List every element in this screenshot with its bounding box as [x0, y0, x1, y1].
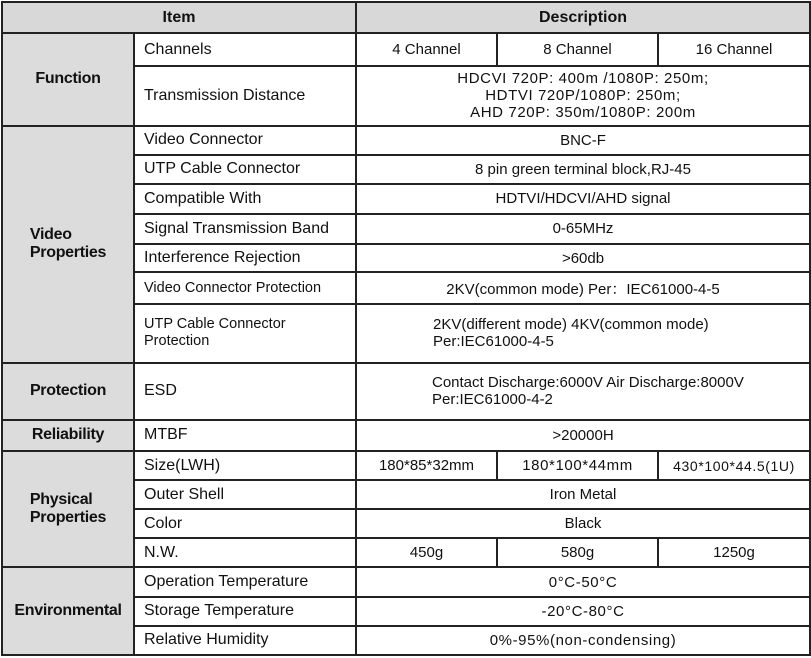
value-video-protection: 2KV(common mode) Per：IEC61000-4-5 [356, 272, 810, 304]
row-label-esd: ESD [134, 363, 356, 420]
value-outer-shell: Iron Metal [356, 480, 810, 509]
row-label-compatible: Compatible With [134, 184, 356, 214]
value-weight-8ch: 580g [497, 538, 658, 567]
value-signal-band: 0-65MHz [356, 214, 810, 244]
table-row [2, 567, 810, 596]
category-environmental: Environmental [2, 567, 134, 655]
value-utp-connector: 8 pin green terminal block,RJ-45 [356, 155, 810, 184]
value-weight-4ch: 450g [356, 538, 497, 567]
category-protection: Protection [2, 363, 134, 420]
header-row [2, 2, 810, 33]
row-label-color: Color [134, 509, 356, 538]
header-item: Item [2, 2, 356, 33]
transmission-line-hdcvi: HDCVI 720P: 400m /1080P: 250m; [457, 70, 709, 88]
row-label-utp-protection [134, 304, 356, 362]
header-description: Description [356, 2, 810, 33]
utp-protection-label-line2: Protection [144, 333, 210, 350]
value-channels-8: 8 Channel [497, 33, 658, 66]
row-label-transmission: Transmission Distance [134, 66, 356, 125]
value-size-4ch: 180*85*32mm [356, 451, 497, 480]
value-color: Black [356, 509, 810, 538]
value-channels-16: 16 Channel [658, 33, 810, 66]
row-label-size: Size(LWH) [134, 451, 356, 480]
category-video-properties [2, 126, 134, 363]
value-storage-temp: -20°C-80°C [356, 597, 810, 626]
value-operation-temp: 0°C-50°C [356, 567, 810, 596]
category-physical-line1: Physical [29, 491, 93, 509]
table-row [2, 363, 810, 420]
row-label-humidity: Relative Humidity [134, 626, 356, 655]
utp-protection-label-line1: UTP Cable Connector [144, 316, 286, 333]
table-row [2, 33, 810, 66]
value-channels-4: 4 Channel [356, 33, 497, 66]
transmission-line-hdtvi: HDTVI 720P/1080P: 250m; [485, 87, 681, 105]
value-utp-protection [356, 304, 810, 362]
table-row [2, 420, 810, 451]
esd-value-line2: Per:IEC61000-4-2 [432, 391, 553, 409]
value-esd [356, 363, 810, 420]
row-label-weight: N.W. [134, 538, 356, 567]
row-label-mtbf: MTBF [134, 420, 356, 451]
value-video-connector: BNC-F [356, 126, 810, 155]
row-label-video-connector: Video Connector [134, 126, 356, 155]
value-interference: >60db [356, 244, 810, 272]
spec-table [1, 1, 811, 656]
row-label-signal-band: Signal Transmission Band [134, 214, 356, 244]
row-label-utp-connector: UTP Cable Connector [134, 155, 356, 184]
category-reliability: Reliability [2, 420, 134, 451]
row-label-channels: Channels [134, 33, 356, 66]
category-physical-properties [2, 451, 134, 568]
value-size-16ch: 430*100*44.5(1U) [658, 451, 810, 480]
esd-value-line1: Contact Discharge:6000V Air Discharge:8000V [432, 374, 744, 392]
value-transmission [356, 66, 810, 125]
value-humidity: 0%-95%(non-condensing) [356, 626, 810, 655]
row-label-storage-temp: Storage Temperature [134, 597, 356, 626]
value-compatible: HDTVI/HDCVI/AHD signal [356, 184, 810, 214]
value-size-8ch: 180*100*44mm [497, 451, 658, 480]
category-video-line2: Properties [29, 244, 107, 262]
row-label-outer-shell: Outer Shell [134, 480, 356, 509]
row-label-video-protection: Video Connector Protection [134, 272, 356, 304]
transmission-line-ahd: AHD 720P: 350m/1080P: 200m [470, 104, 696, 122]
utp-protection-value-line1: 2KV(different mode) 4KV(common mode) [433, 316, 709, 334]
table-row [2, 451, 810, 480]
row-label-operation-temp: Operation Temperature [134, 567, 356, 596]
row-label-interference: Interference Rejection [134, 244, 356, 272]
table-row [2, 126, 810, 155]
category-function: Function [2, 33, 134, 125]
category-physical-line2: Properties [29, 509, 107, 527]
utp-protection-value-line2: Per:IEC61000-4-5 [433, 333, 554, 351]
value-mtbf: >20000H [356, 420, 810, 451]
value-weight-16ch: 1250g [658, 538, 810, 567]
category-video-line1: Video [29, 226, 72, 244]
